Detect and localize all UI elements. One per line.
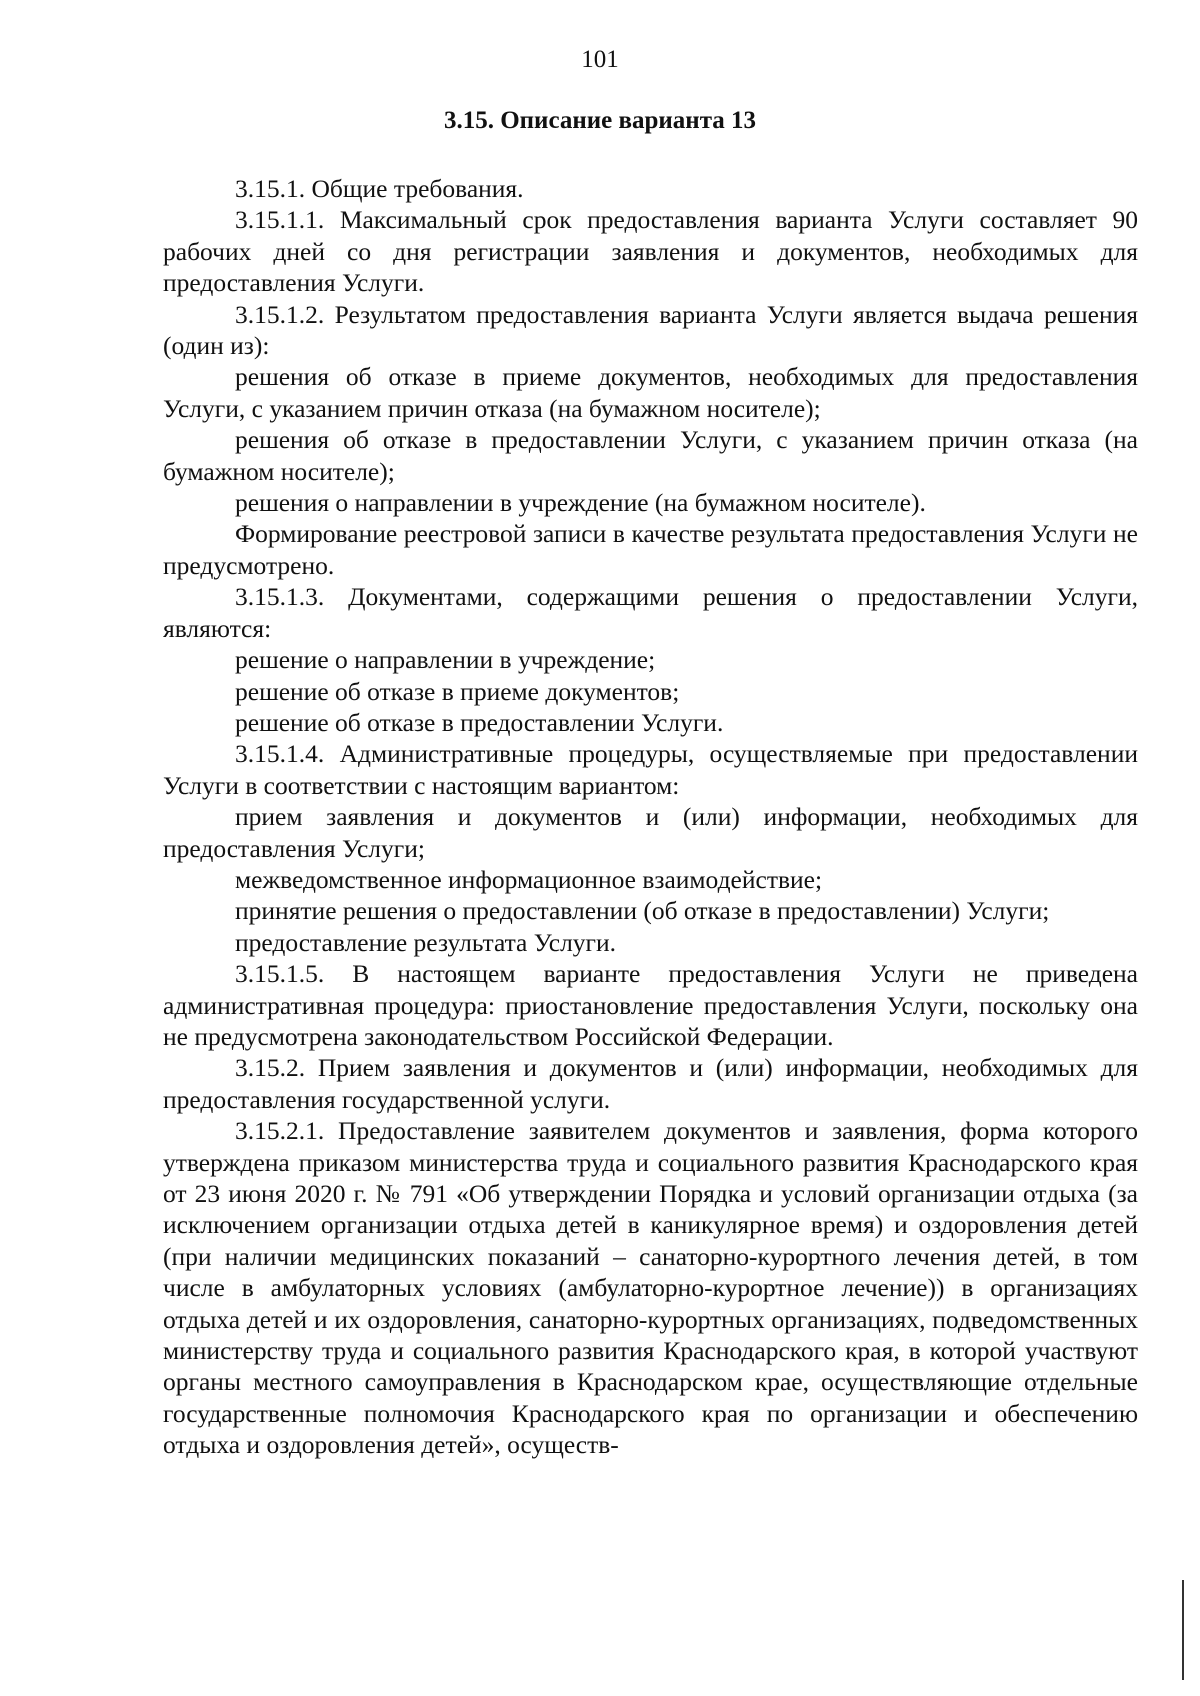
paragraph: принятие решения о предоставлении (об отказе в предоставлении) Услуги; (235, 896, 1050, 926)
paragraph: прием заявления и документов и (или) информации, необходимых для предоставления Услуги; (163, 802, 1138, 863)
page-number: 101 (581, 46, 619, 73)
paragraph: 3.15.1. Общие требования. (235, 174, 524, 203)
paragraph: предоставление результата Услуги. (235, 927, 617, 957)
paragraph: 3.15.1.4. Административные процедуры, осуществляемые при предоставлении Услуги в соответствии с настоящим вариантом: (163, 739, 1138, 800)
paragraph: 3.15.1.3. Документами, содержащими решения о предоставлении Услуги, являются: (163, 582, 1138, 643)
paragraph: решение об отказе в предоставлении Услуги. (235, 707, 724, 737)
paragraph: 3.15.2. Прием заявления и документов и (или) информации, необходимых для предоставления государственной услуги. (163, 1053, 1138, 1114)
paragraph: 3.15.1.5. В настоящем варианте предоставления Услуги не приведена административная процедура: приостановление предоставления Услуги, поскольку она не предусмотрена законодательством Российской Федерации. (163, 959, 1138, 1051)
paragraph: решения о направлении в учреждение (на бумажном носителе). (235, 488, 926, 518)
body-text (163, 173, 1138, 1461)
paragraph: решение об отказе в приеме документов; (235, 676, 680, 706)
paragraph: решение о направлении в учреждение; (235, 645, 656, 675)
paragraph: решения об отказе в приеме документов, необходимых для предоставления Услуги, с указанием причин отказа (на бумажном носителе); (163, 362, 1138, 423)
section-title: 3.15. Описание варианта 13 (443, 107, 757, 134)
scan-edge-mark (1182, 1580, 1184, 1680)
paragraph: Формирование реестровой записи в качестве результата предоставления Услуги не предусмотрено. (163, 519, 1138, 580)
paragraph: 3.15.1.1. Максимальный срок предоставления варианта Услуги составляет 90 рабочих дней со дня регистрации заявления и документов, необходимых для предоставления Услуги. (163, 205, 1138, 298)
paragraph: 3.15.2.1. Предоставление заявителем документов и заявления, форма которого утверждена приказом министерства труда и социального развития Краснодарского края от 23 июня 2020 г. № 791 «Об утверждении Порядка и условий организации отдыха (за исключением организации отдыха детей в каникулярное время) и оздоровления детей (при наличии медицинских показаний – санаторно-курортного лечения детей, в том числе в амбулаторных условиях (амбулаторно-курортное лечение)) в организациях отдыха детей и их оздоровления, санаторно-курортных организациях, подведомственных министерству труда и социального развития Краснодарского края, в которой участвуют органы местного самоуправления в Краснодарском крае, осуществляющие отдельные государственные полномочия Краснодарского края по организации и обеспечению отдыха и оздоровления детей», осуществ- (163, 1116, 1138, 1460)
paragraph: решения об отказе в предоставлении Услуги, с указанием причин отказа (на бумажном носителе); (163, 425, 1138, 486)
paragraph: 3.15.1.2. Результатом предоставления варианта Услуги является выдача решения (один из): (163, 299, 1138, 361)
paragraph: межведомственное информационное взаимодействие; (235, 864, 823, 894)
